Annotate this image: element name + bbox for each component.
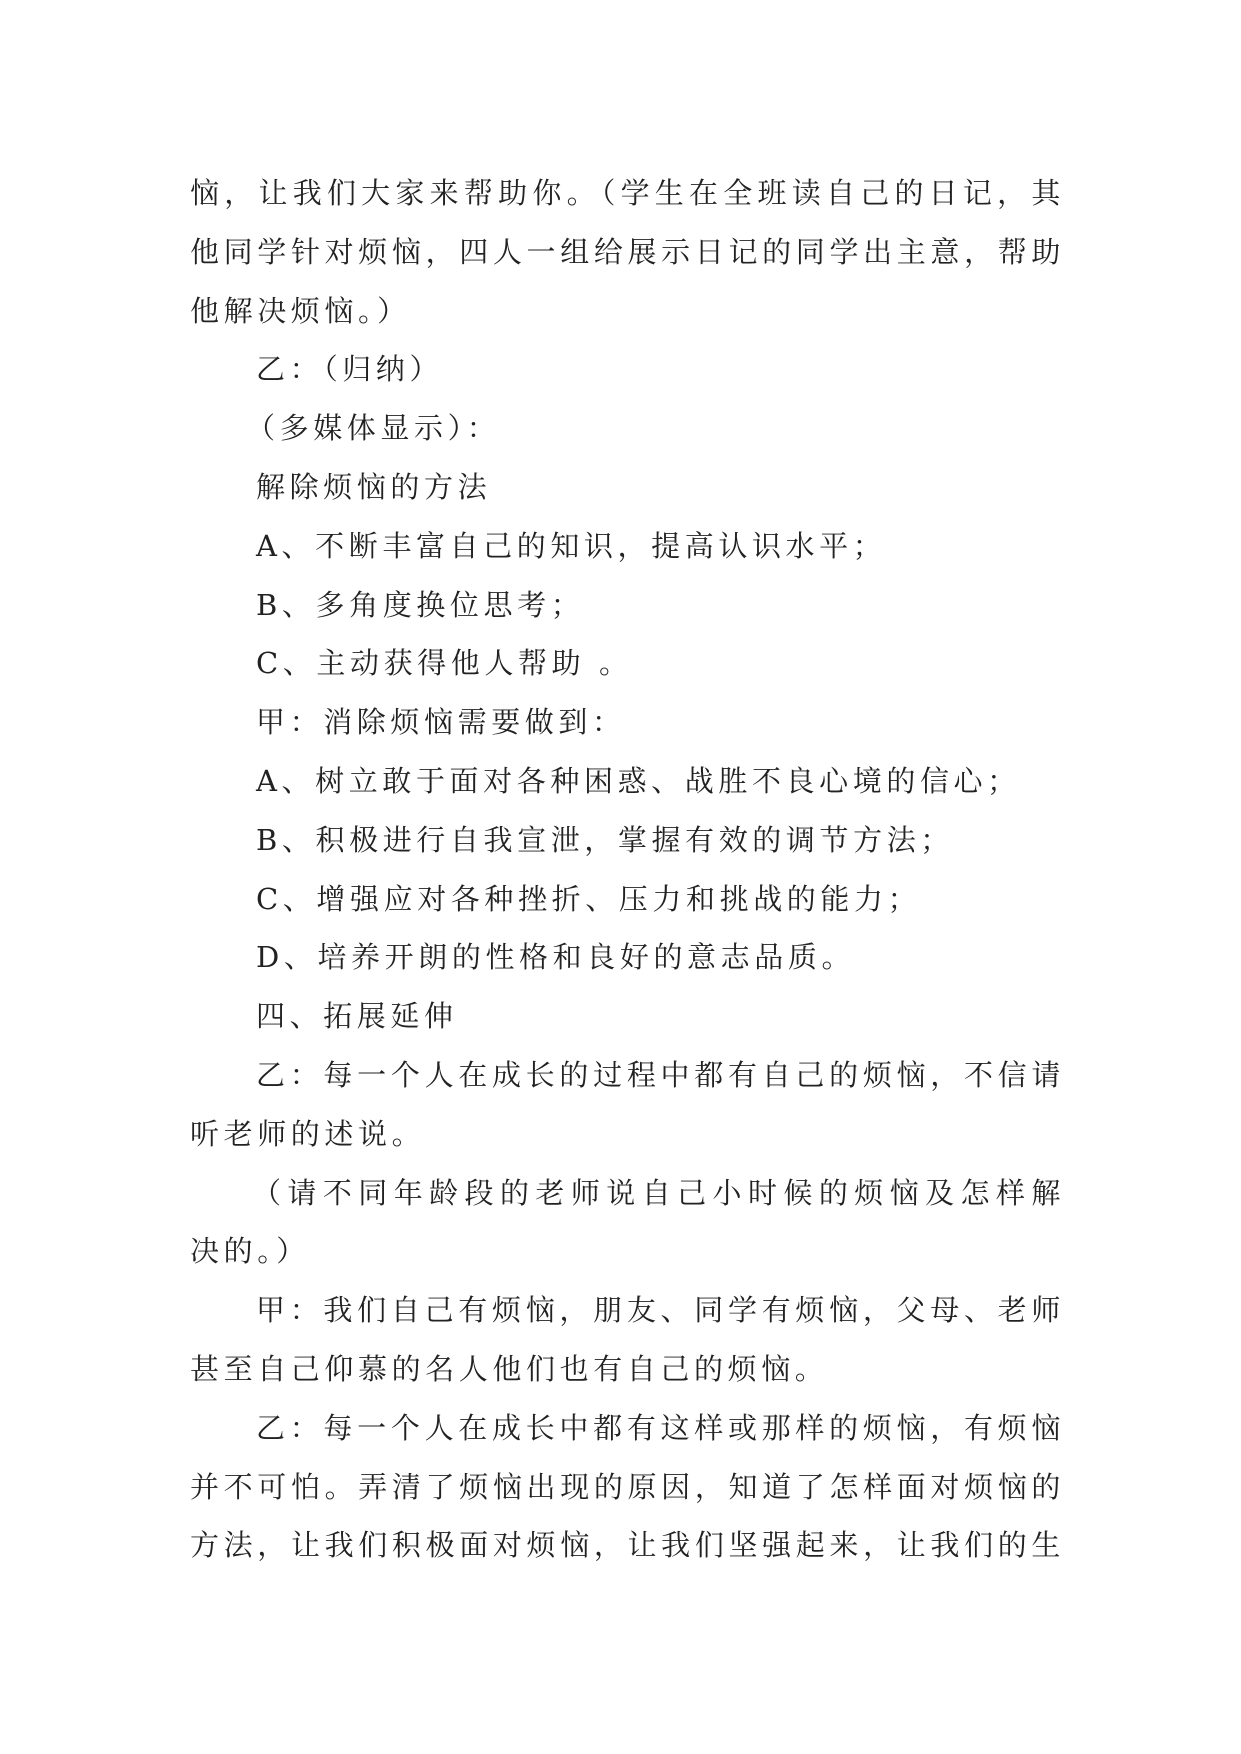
paragraph-line: 他解决烦恼。） — [190, 293, 411, 328]
list-item: A、树立敢于面对各种困惑、战胜不良心境的信心； — [256, 763, 1021, 798]
paragraph-line: 恼，让我们大家来帮助你。（学生在全班读自己的日记，其 — [190, 176, 1065, 210]
paragraph-line: 听老师的述说。 — [190, 1116, 426, 1151]
paragraph-line: 方法，让我们积极面对烦恼，让我们坚强起来，让我们的生 — [190, 1528, 1065, 1563]
paragraph-line: （多媒体显示）： — [246, 411, 501, 446]
list-item: B、多角度换位思考； — [256, 587, 585, 622]
paragraph-line: 决的。） — [190, 1234, 310, 1269]
list-item: A、不断丰富自己的知识，提高认识水平； — [256, 528, 887, 563]
paragraph-line: 他同学针对烦恼，四人一组给展示日记的同学出主意，帮助 — [190, 234, 1065, 269]
section-heading: 四、拓展延伸 — [256, 999, 458, 1034]
paragraph-line: （请不同年龄段的老师说自己小时候的烦恼及怎样解 — [252, 1175, 1065, 1210]
speaker-line: 乙：（归纳） — [256, 352, 444, 387]
list-item: D、培养开朗的性格和良好的意志品质。 — [256, 940, 856, 975]
list-item: C、主动获得他人帮助 。 — [256, 646, 633, 681]
paragraph-line: 甚至自己仰慕的名人他们也有自己的烦恼。 — [190, 1351, 829, 1386]
speaker-line: 乙：每一个人在成长中都有这样或那样的烦恼，有烦恼 — [256, 1410, 1065, 1445]
speaker-line: 乙：每一个人在成长的过程中都有自己的烦恼，不信请 — [256, 1057, 1065, 1092]
list-item: C、增强应对各种挫折、压力和挑战的能力； — [256, 881, 922, 916]
list-item: B、积极进行自我宣泄，掌握有效的调节方法； — [256, 822, 954, 857]
document-body — [190, 164, 1065, 1575]
speaker-line: 甲：消除烦恼需要做到： — [256, 705, 626, 740]
paragraph-line: 并不可怕。弄清了烦恼出现的原因，知道了怎样面对烦恼的 — [190, 1469, 1065, 1504]
speaker-line: 甲：我们自己有烦恼，朋友、同学有烦恼，父母、老师 — [256, 1293, 1065, 1328]
section-heading: 解除烦恼的方法 — [256, 469, 492, 504]
